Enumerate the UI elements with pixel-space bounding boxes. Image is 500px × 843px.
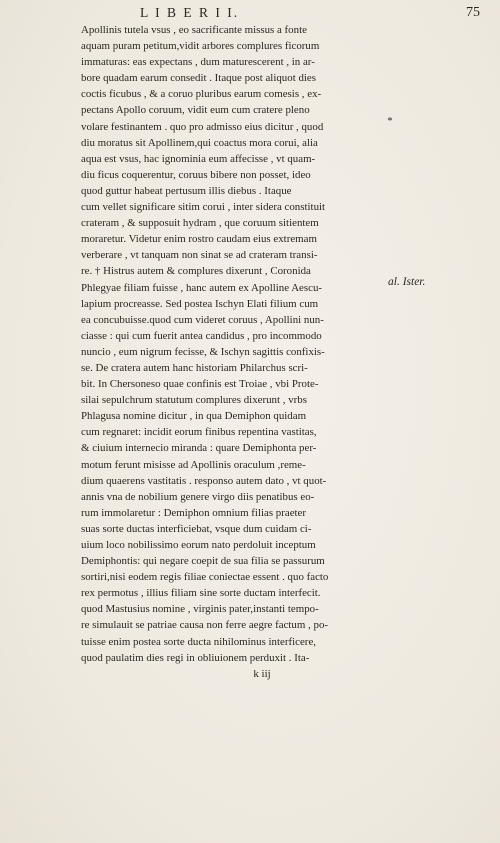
margin-note: al. Ister. [388,276,426,288]
text-line: tuisse enim postea sorte ducta nihilominus interficere, [81,635,316,648]
text-line: bit. In Chersoneso quae confinis est Troiae , vbi Prote- [81,378,319,391]
text-line: cum vellet significare sitim corui , inter sidera constituit [81,201,326,214]
text-line: aquam puram petitum,vidit arbores complures ficorum [81,40,320,53]
margin-asterisk: * [387,116,392,127]
text-line: volare festinantem . quo pro admisso eius dicitur , quod [81,120,324,133]
text-line: annis vna de nobilium genere virgo diis penatibus eo- [81,490,315,503]
text-line: crateram , & supposuit hydram , que coruum sitientem [81,217,319,230]
text-line: uium loco nobilissimo eorum nato perdoluit inceptum [81,539,316,551]
text-line: silai sepulchrum statutum complures dixerunt , vrbs [81,394,307,407]
text-line: rex permotus , illius filiam sine sorte ductam interfecit. [81,587,321,600]
text-line: coctis ficubus , & a coruo pluribus earum comesis , ex- [81,88,322,101]
text-line: Demiphontis: qui negare coepit de sua filia se passurum [81,555,325,568]
text-line: moraretur. Videtur enim rostro caudam eius extremam [81,233,317,246]
text-line: diu ficus coquerentur, coruus bibere non posset, ideo [81,168,311,181]
text-line: re. † Histrus autem & complures dixerunt , Coronida [81,265,311,278]
text-line: re simulauit se patriae causa non ferre aegre factum , po- [81,619,329,632]
text-line: quod paulatim dies regi in obliuionem perduxit . Ita- [81,651,310,664]
text-line: cum regnaret: incidit eorum finibus repentina vastitas, [81,426,317,439]
text-line: immaturas: eas expectans , dum maturescerent , in ar- [81,56,315,69]
running-head [140,5,480,21]
text-line: & ciuium internecio miranda : quare Demiphonta per- [81,442,317,455]
running-title: L I B E R I I. [140,5,240,20]
text-line: Apollinis tutela vsus , eo sacrificante missus a fonte [81,24,307,36]
text-line: Phlagusa nomine dicitur , in qua Demiphon quidam [81,410,307,423]
text-line: rum immolaretur : Demiphon omnium filias praeter [81,506,307,519]
text-line: aqua est vsus, hac ignominia eum affecisse , vt quam- [81,152,316,165]
text-line: lapium procreasse. Sed postea Ischyn Elati filium cum [81,297,319,310]
text-line: motum ferunt misisse ad Apollinis oraculum ,reme- [81,458,306,471]
body-text [81,22,383,682]
text-line: sortiri,nisi eodem regis filiae coniectae essent . quo facto [81,571,329,584]
text-line: ciasse : qui cum fuerit antea candidus , pro incommodo [81,329,322,342]
text-line: diu moratus sit Apollinem,qui coactus mora corui, alia [81,136,318,149]
text-line: quod guttur habeat pertusum illis diebus . Itaque [81,184,292,197]
text-line: verberare , vt tanquam non sinat se ad crateram transi- [81,249,318,262]
text-line: Phlegyae filiam fuisse , hanc autem ex Apolline Aescu- [81,281,323,294]
text-line: ea concubuisse.quod cum videret coruus , Apollini nun- [81,313,324,326]
text-line: dium quaerens vastitatis . responso autem dato , vt quot- [81,474,327,487]
text-line: bore quadam earum consedit . Itaque post aliquot dies [81,72,316,85]
text-line: se. De cratera autem hanc historiam Philarchus scri- [81,361,308,374]
text-line: suas sorte ductas interficiebat, vsque dum cuidam ci- [81,522,312,535]
text-line: quod Mastusius nomine , virginis pater,instanti tempo- [81,603,319,616]
page-number: 75 [466,5,480,20]
text-line: nuncio , eum nigrum fecisse, & Ischyn sagittis confixis- [81,345,325,358]
signature-mark: k iij [253,667,271,680]
text-line: pectans Apollo coruum, vidit eum cum cratere pleno [81,104,310,117]
